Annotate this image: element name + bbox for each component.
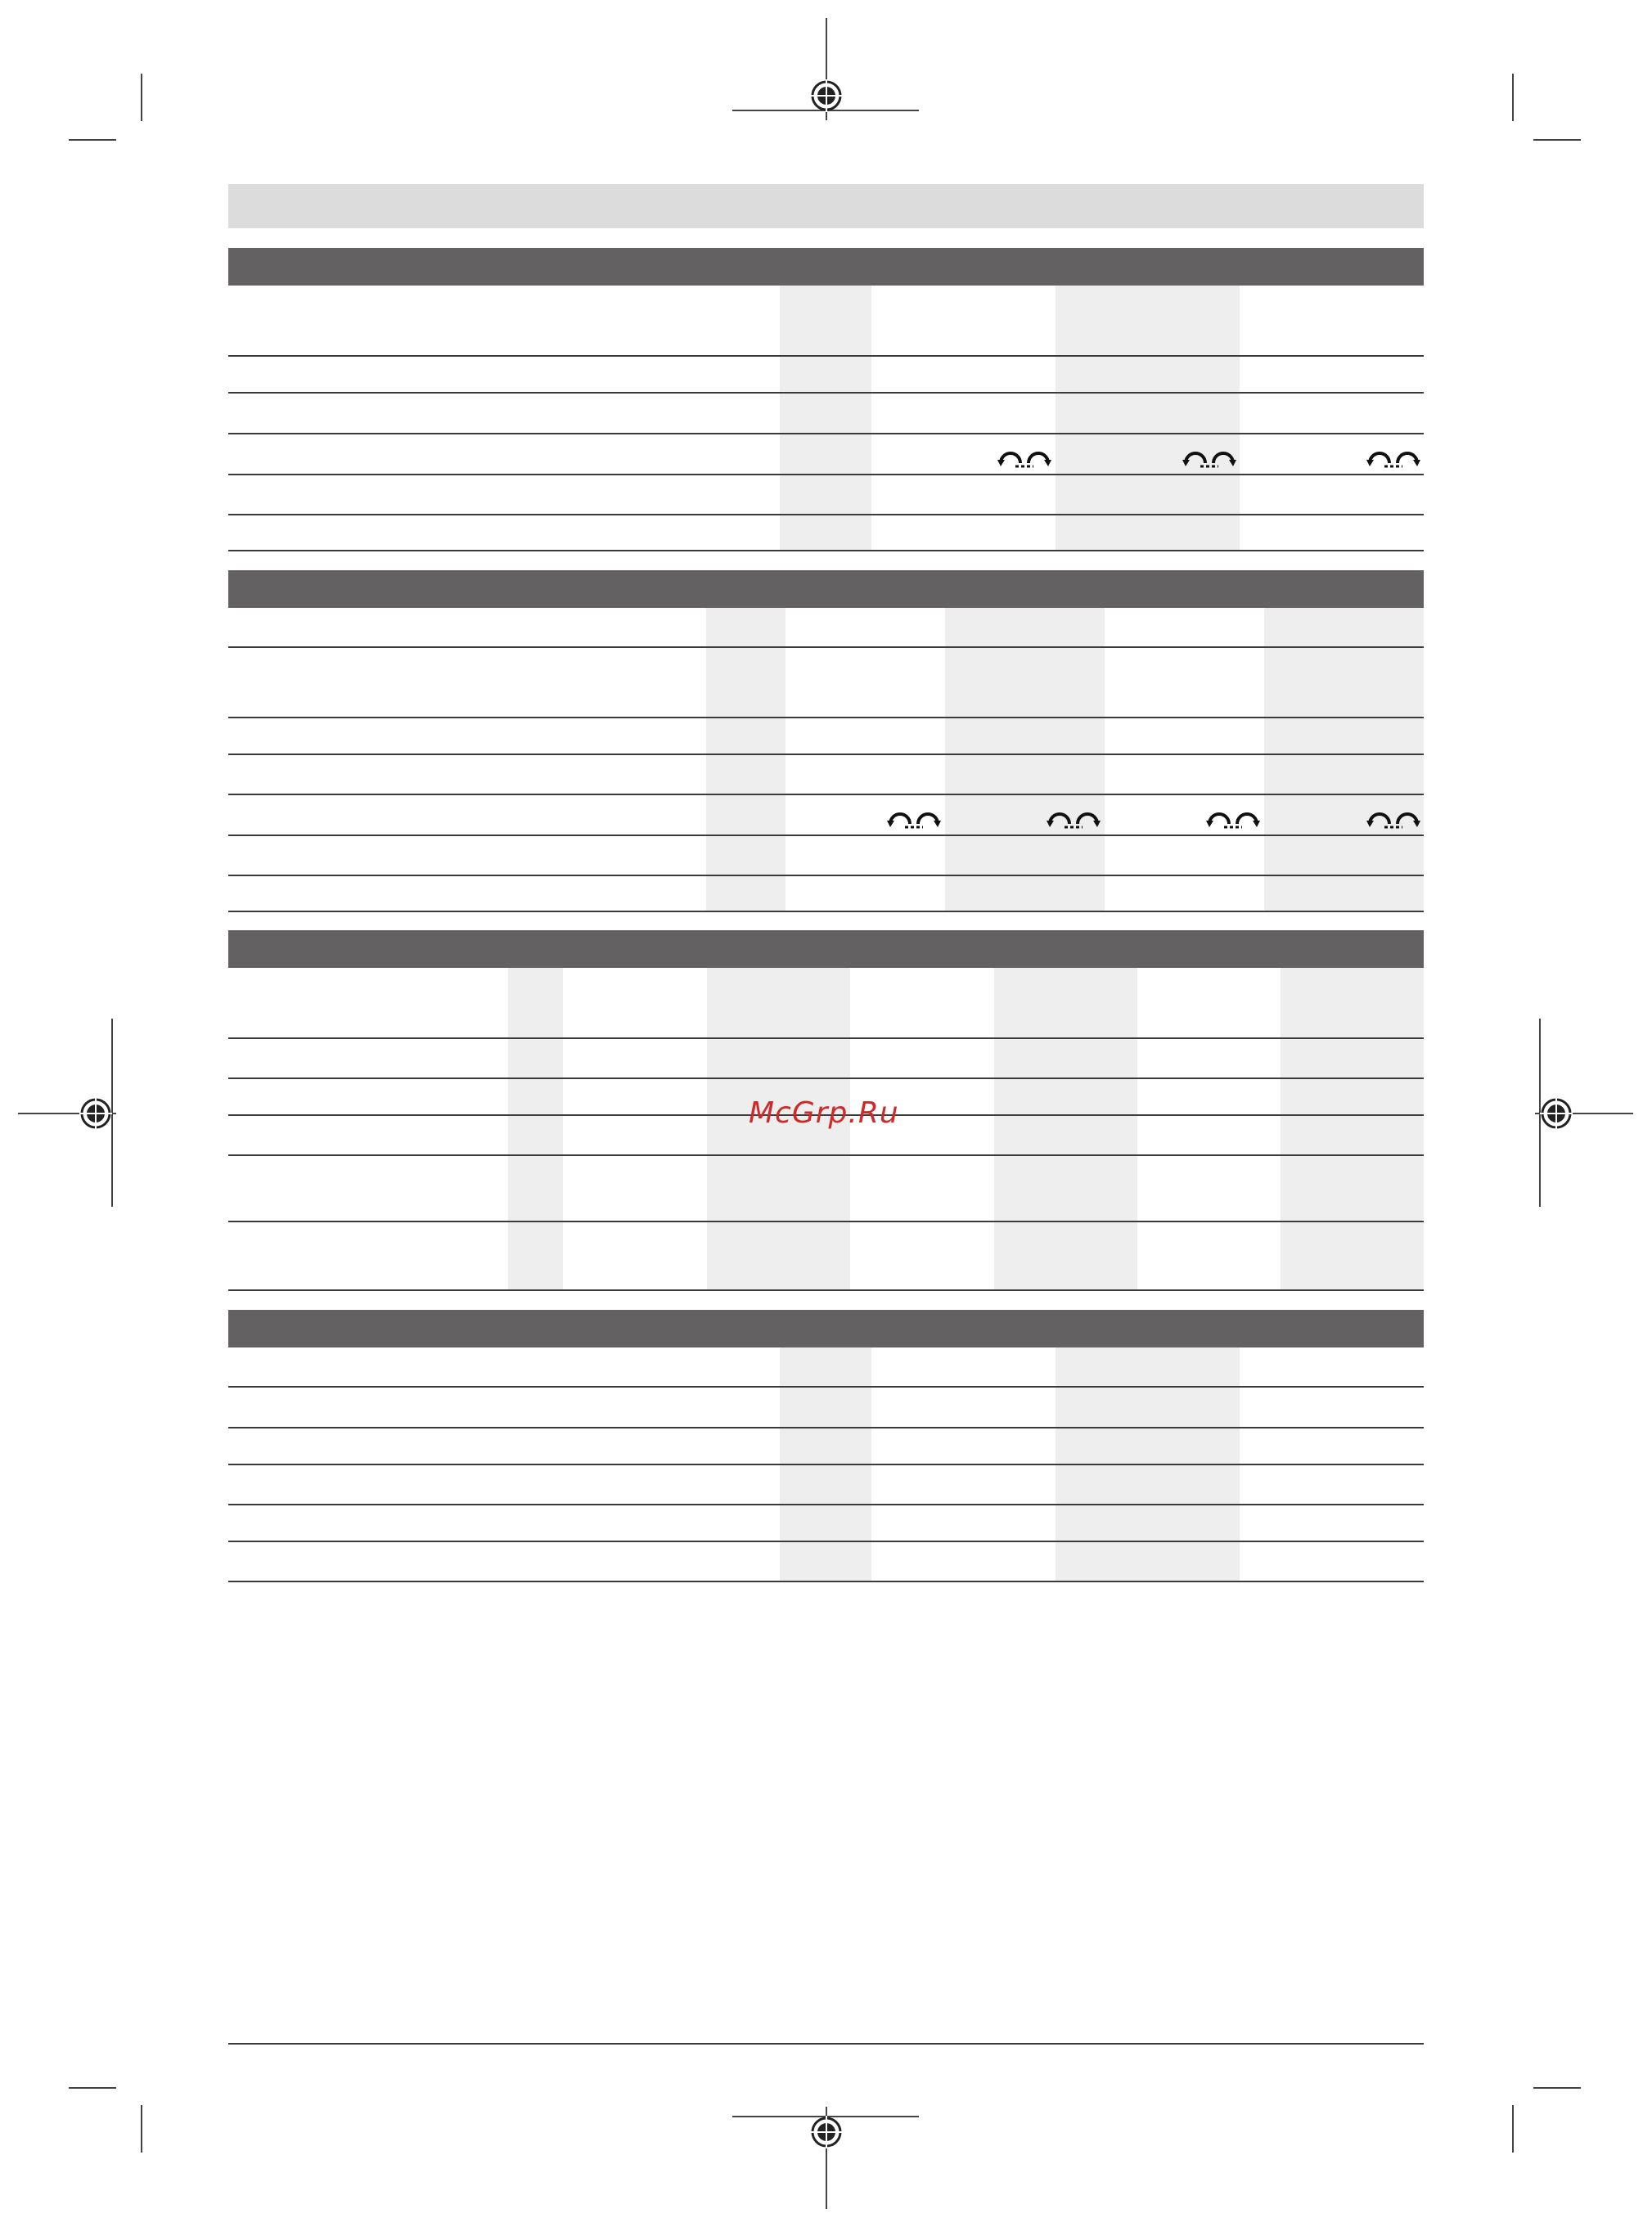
row-divider: [228, 1078, 1424, 1079]
row-divider: [228, 1427, 1424, 1428]
row-divider: [228, 1464, 1424, 1465]
rotation-direction-icon: [1181, 442, 1238, 470]
row-divider: [228, 1289, 1424, 1291]
row-divider: [228, 646, 1424, 648]
row-divider: [228, 1541, 1424, 1542]
row-divider: [228, 474, 1424, 475]
registration-target-icon: [810, 2116, 843, 2148]
column-shade: [994, 968, 1137, 1291]
column-shade: [1281, 968, 1424, 1291]
rotation-direction-icon: [1365, 803, 1422, 830]
rotation-direction-icon: [885, 803, 943, 830]
row-divider: [228, 1386, 1424, 1388]
row-divider: [228, 392, 1424, 394]
row-divider: [228, 835, 1424, 836]
row-divider: [228, 1154, 1424, 1156]
column-shade: [706, 608, 785, 912]
table-header-bar: [228, 1310, 1424, 1347]
rotation-direction-icon: [1204, 803, 1262, 830]
page-header-band: [228, 184, 1424, 228]
watermark-text: McGrp.Ru: [749, 1096, 899, 1130]
column-shade: [945, 608, 1105, 912]
row-divider: [228, 433, 1424, 434]
column-shade: [1056, 286, 1240, 550]
row-divider: [228, 754, 1424, 755]
table-header-bar: [228, 570, 1424, 608]
row-divider: [228, 514, 1424, 515]
row-divider: [228, 1504, 1424, 1505]
footer-rule: [228, 2043, 1424, 2045]
row-divider: [228, 1037, 1424, 1039]
column-shade: [508, 968, 563, 1291]
registration-target-icon: [810, 79, 843, 112]
row-divider: [228, 355, 1424, 357]
rotation-direction-icon: [996, 442, 1053, 470]
table-header-bar: [228, 930, 1424, 968]
row-divider: [228, 1221, 1424, 1222]
registration-target-icon: [1540, 1097, 1573, 1130]
rotation-direction-icon: [1045, 803, 1102, 830]
row-divider: [228, 794, 1424, 795]
row-divider: [228, 911, 1424, 912]
column-shade: [780, 286, 871, 550]
registration-target-icon: [79, 1097, 112, 1130]
column-shade: [1264, 608, 1424, 912]
rotation-direction-icon: [1365, 442, 1422, 470]
row-divider: [228, 717, 1424, 718]
row-divider: [228, 875, 1424, 876]
table-header-bar: [228, 248, 1424, 286]
row-divider: [228, 550, 1424, 551]
row-divider: [228, 1581, 1424, 1582]
